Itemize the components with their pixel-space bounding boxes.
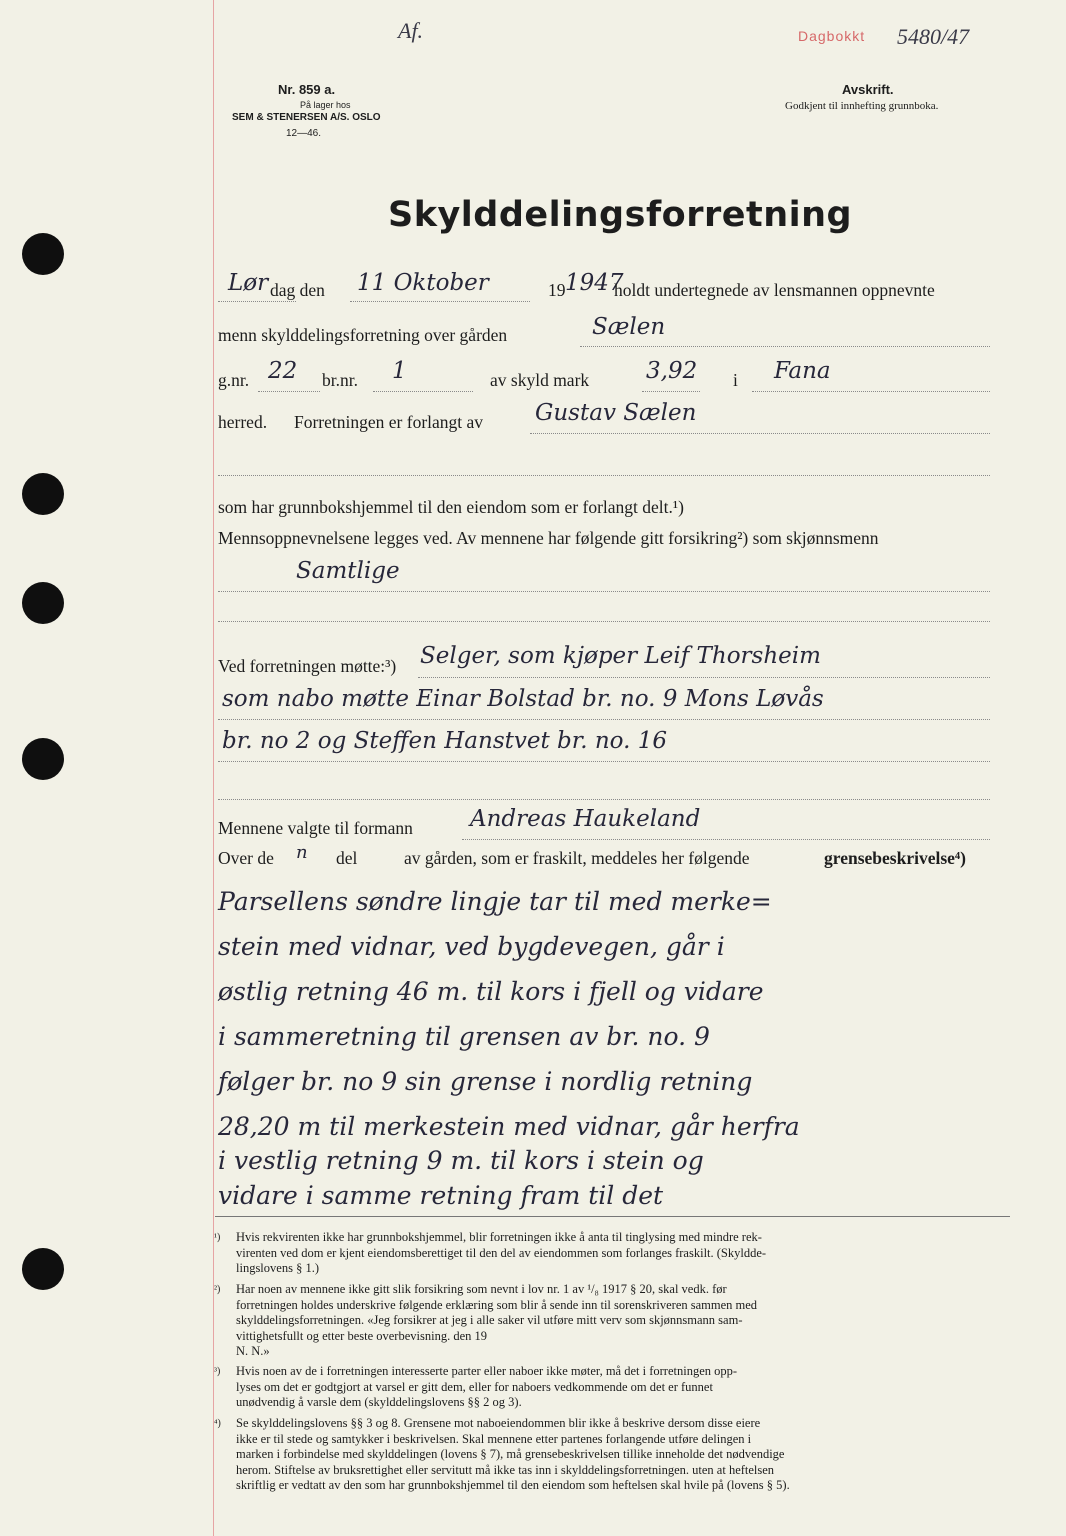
footnote-text: Har noen av mennene ikke gitt slik forsikring som nevnt i lov nr. 1 av ¹/₈ 1917 § 20, skal vedk. før forretningen holdes underskrive følgende erklæring som blir å sende inn til sorenskriveren sammen med skylddelingsforretningen. «Jeg forsikrer at jeg i alle saker vil utføre mitt verv som skjønnsmann sam- vittighetsfullt og etter beste overbevisning. den 19 N. N.»	[236, 1282, 758, 1359]
footnote	[214, 1282, 1014, 1360]
dotted-line	[218, 590, 990, 592]
footnote-text: Se skylddelingslovens §§ 3 og 8. Grensene mot naboeiendommen blir ikke å beskrive dersom disse eiere ikke er til stede og samtykker i beskrivelsen. Skal mennene etter partenes forlangende utføre delingen i marken i forbindelse med skylddelingen (lovens § 7), må grensebeskrivelsen tillike inneholde det nødvendige herom. Stiftelse av bruksrettighet eller servitutt må ikke tas inn i skylddelingsforretningen. uten at heftelsen skriftlig er vedtatt av den som har grunnbokshjemmel til den eiendom som heftelsen skal hvile på (lovens § 5).	[236, 1416, 790, 1493]
handwritten-skyld: 3,92	[646, 358, 698, 384]
dotted-line	[258, 390, 320, 392]
label-over-de: Over de	[218, 848, 274, 868]
handwritten-initials: Af.	[398, 18, 424, 43]
handwritten-farm-name: Sælen	[592, 314, 666, 340]
handwritten-brnr: 1	[392, 358, 407, 384]
footnote-mark: ¹)	[214, 1232, 221, 1243]
footnote-mark: ²)	[214, 1284, 221, 1295]
punch-hole	[22, 473, 64, 515]
handwritten-boundary-line: følger br. no 9 sin grense i nordlig retning	[218, 1067, 753, 1096]
handwritten-boundary-line: i vestlig retning 9 m. til kors i stein og	[218, 1146, 704, 1175]
handwritten-boundary-line: vidare i samme retning fram til det	[218, 1181, 664, 1210]
dotted-line	[580, 345, 990, 347]
handwritten-boundary-line: i sammeretning til grensen av br. no. 9	[218, 1022, 710, 1051]
label-dag-den: dag den	[270, 280, 325, 300]
footnote-mark: ³)	[214, 1366, 221, 1377]
label-menn: menn skylddelingsforretning over gården	[218, 325, 508, 345]
label-i: i	[733, 370, 738, 390]
dotted-line	[752, 390, 990, 392]
label-brnr: br.nr.	[322, 370, 358, 390]
handwritten-attendees-1: Selger, som kjøper Leif Thorsheim	[420, 643, 821, 669]
label-gnr: g.nr.	[218, 370, 250, 390]
dotted-line	[218, 798, 990, 800]
label-holdt: holdt undertegnede av lensmannen oppnevnte	[614, 280, 935, 300]
handwritten-reference-number: 5480/47	[897, 24, 970, 49]
handwritten-samtlige: Samtlige	[296, 558, 400, 584]
print-date: 12—46.	[286, 128, 322, 139]
handwritten-year: 1947	[565, 270, 624, 296]
label-forlangt: Forretningen er forlangt av	[294, 412, 484, 432]
dotted-line	[530, 432, 990, 434]
label-formann: Mennene valgte til formann	[218, 818, 413, 838]
handwritten-boundary-line: Parsellens søndre lingje tar til med merke=	[218, 887, 772, 916]
label-gaarden: av gården, som er fraskilt, meddeles her følgende	[404, 848, 750, 868]
dotted-line	[218, 474, 990, 476]
handwritten-day: Lør	[228, 270, 269, 296]
handwritten-date: 11 Oktober	[357, 270, 489, 296]
label-herred: herred.	[218, 412, 268, 432]
footnote-rule	[215, 1216, 1010, 1217]
punch-hole	[22, 1248, 64, 1290]
dotted-line	[418, 676, 990, 678]
footnote-text: Hvis noen av de i forretningen interesserte parter eller naboer ikke møter, må det i forretningen opp- lyses om det er godtgjort at varsel er gitt dem, eller for naboers vedkommende om det er funnet unødvendig å varsle dem (skylddelingslovens §§ 2 og 3).	[236, 1364, 738, 1410]
handwritten-attendees-3: br. no 2 og Steffen Hanstvet br. no. 16	[222, 728, 667, 754]
punch-hole	[22, 233, 64, 275]
dotted-line	[642, 390, 700, 392]
document-title: Skylddelingsforretning	[388, 195, 853, 235]
label-year-prefix: 19	[548, 280, 566, 300]
handwritten-chairman: Andreas Haukeland	[470, 806, 701, 832]
handwritten-boundary-line: 28,20 m til merkestein med vidnar, går herfra	[218, 1112, 800, 1141]
avskrift-label: Avskrift.	[842, 82, 894, 97]
text-grunnbok: som har grunnbokshjemmel til den eiendom som er forlangt delt.¹)	[218, 497, 684, 517]
text-mennsoppnevnelse: Mennsoppnevnelsene legges ved. Av mennene har følgende gitt forsikring²) som skjønnsmenn	[218, 528, 879, 548]
handwritten-requester: Gustav Sælen	[535, 400, 697, 426]
form-number: Nr. 859 a.	[278, 82, 336, 97]
handwritten-boundary-line: stein med vidnar, ved bygdevegen, går i	[218, 932, 725, 961]
handwritten-municipality: Fana	[774, 358, 831, 384]
label-motte: Ved forretningen møtte:³)	[218, 656, 397, 676]
footnote	[214, 1416, 1014, 1494]
printer-name: SEM & STENERSEN A/S. OSLO	[232, 112, 381, 123]
label-skyld: av skyld mark	[490, 370, 590, 390]
red-stamp: Dagbokkt	[798, 28, 866, 44]
handwritten-boundary-line: østlig retning 46 m. til kors i fjell og vidare	[218, 977, 764, 1006]
label-del: del	[336, 848, 358, 868]
punch-hole	[22, 738, 64, 780]
approval-note: Godkjent til innhefting grunnboka.	[785, 100, 939, 112]
footnote-mark: ⁴)	[214, 1418, 221, 1429]
footnote	[214, 1364, 1014, 1411]
footnote-text: Hvis rekvirenten ikke har grunnbokshjemmel, blir forretningen ikke å anta til tinglysing med mindre rek- virenten ved dom er kjent eiendomsberettiget til den del av eiendommen som forlanges fraskilt. (Skyldde- lingslovens § 1.)	[236, 1230, 767, 1276]
dotted-line	[218, 718, 990, 720]
dotted-line	[218, 620, 990, 622]
print-note: På lager hos	[300, 100, 351, 110]
punch-hole	[22, 582, 64, 624]
dotted-line	[462, 838, 990, 840]
dotted-line	[373, 390, 473, 392]
handwritten-gnr: 22	[268, 358, 298, 384]
dotted-line	[218, 760, 990, 762]
handwritten-over-suffix: n	[296, 842, 308, 863]
footnote	[214, 1230, 1014, 1277]
dotted-line	[350, 300, 530, 302]
label-grensebeskrivelse: grensebeskrivelse⁴)	[824, 848, 966, 868]
handwritten-attendees-2: som nabo møtte Einar Bolstad br. no. 9 Mons Løvås	[222, 686, 824, 712]
